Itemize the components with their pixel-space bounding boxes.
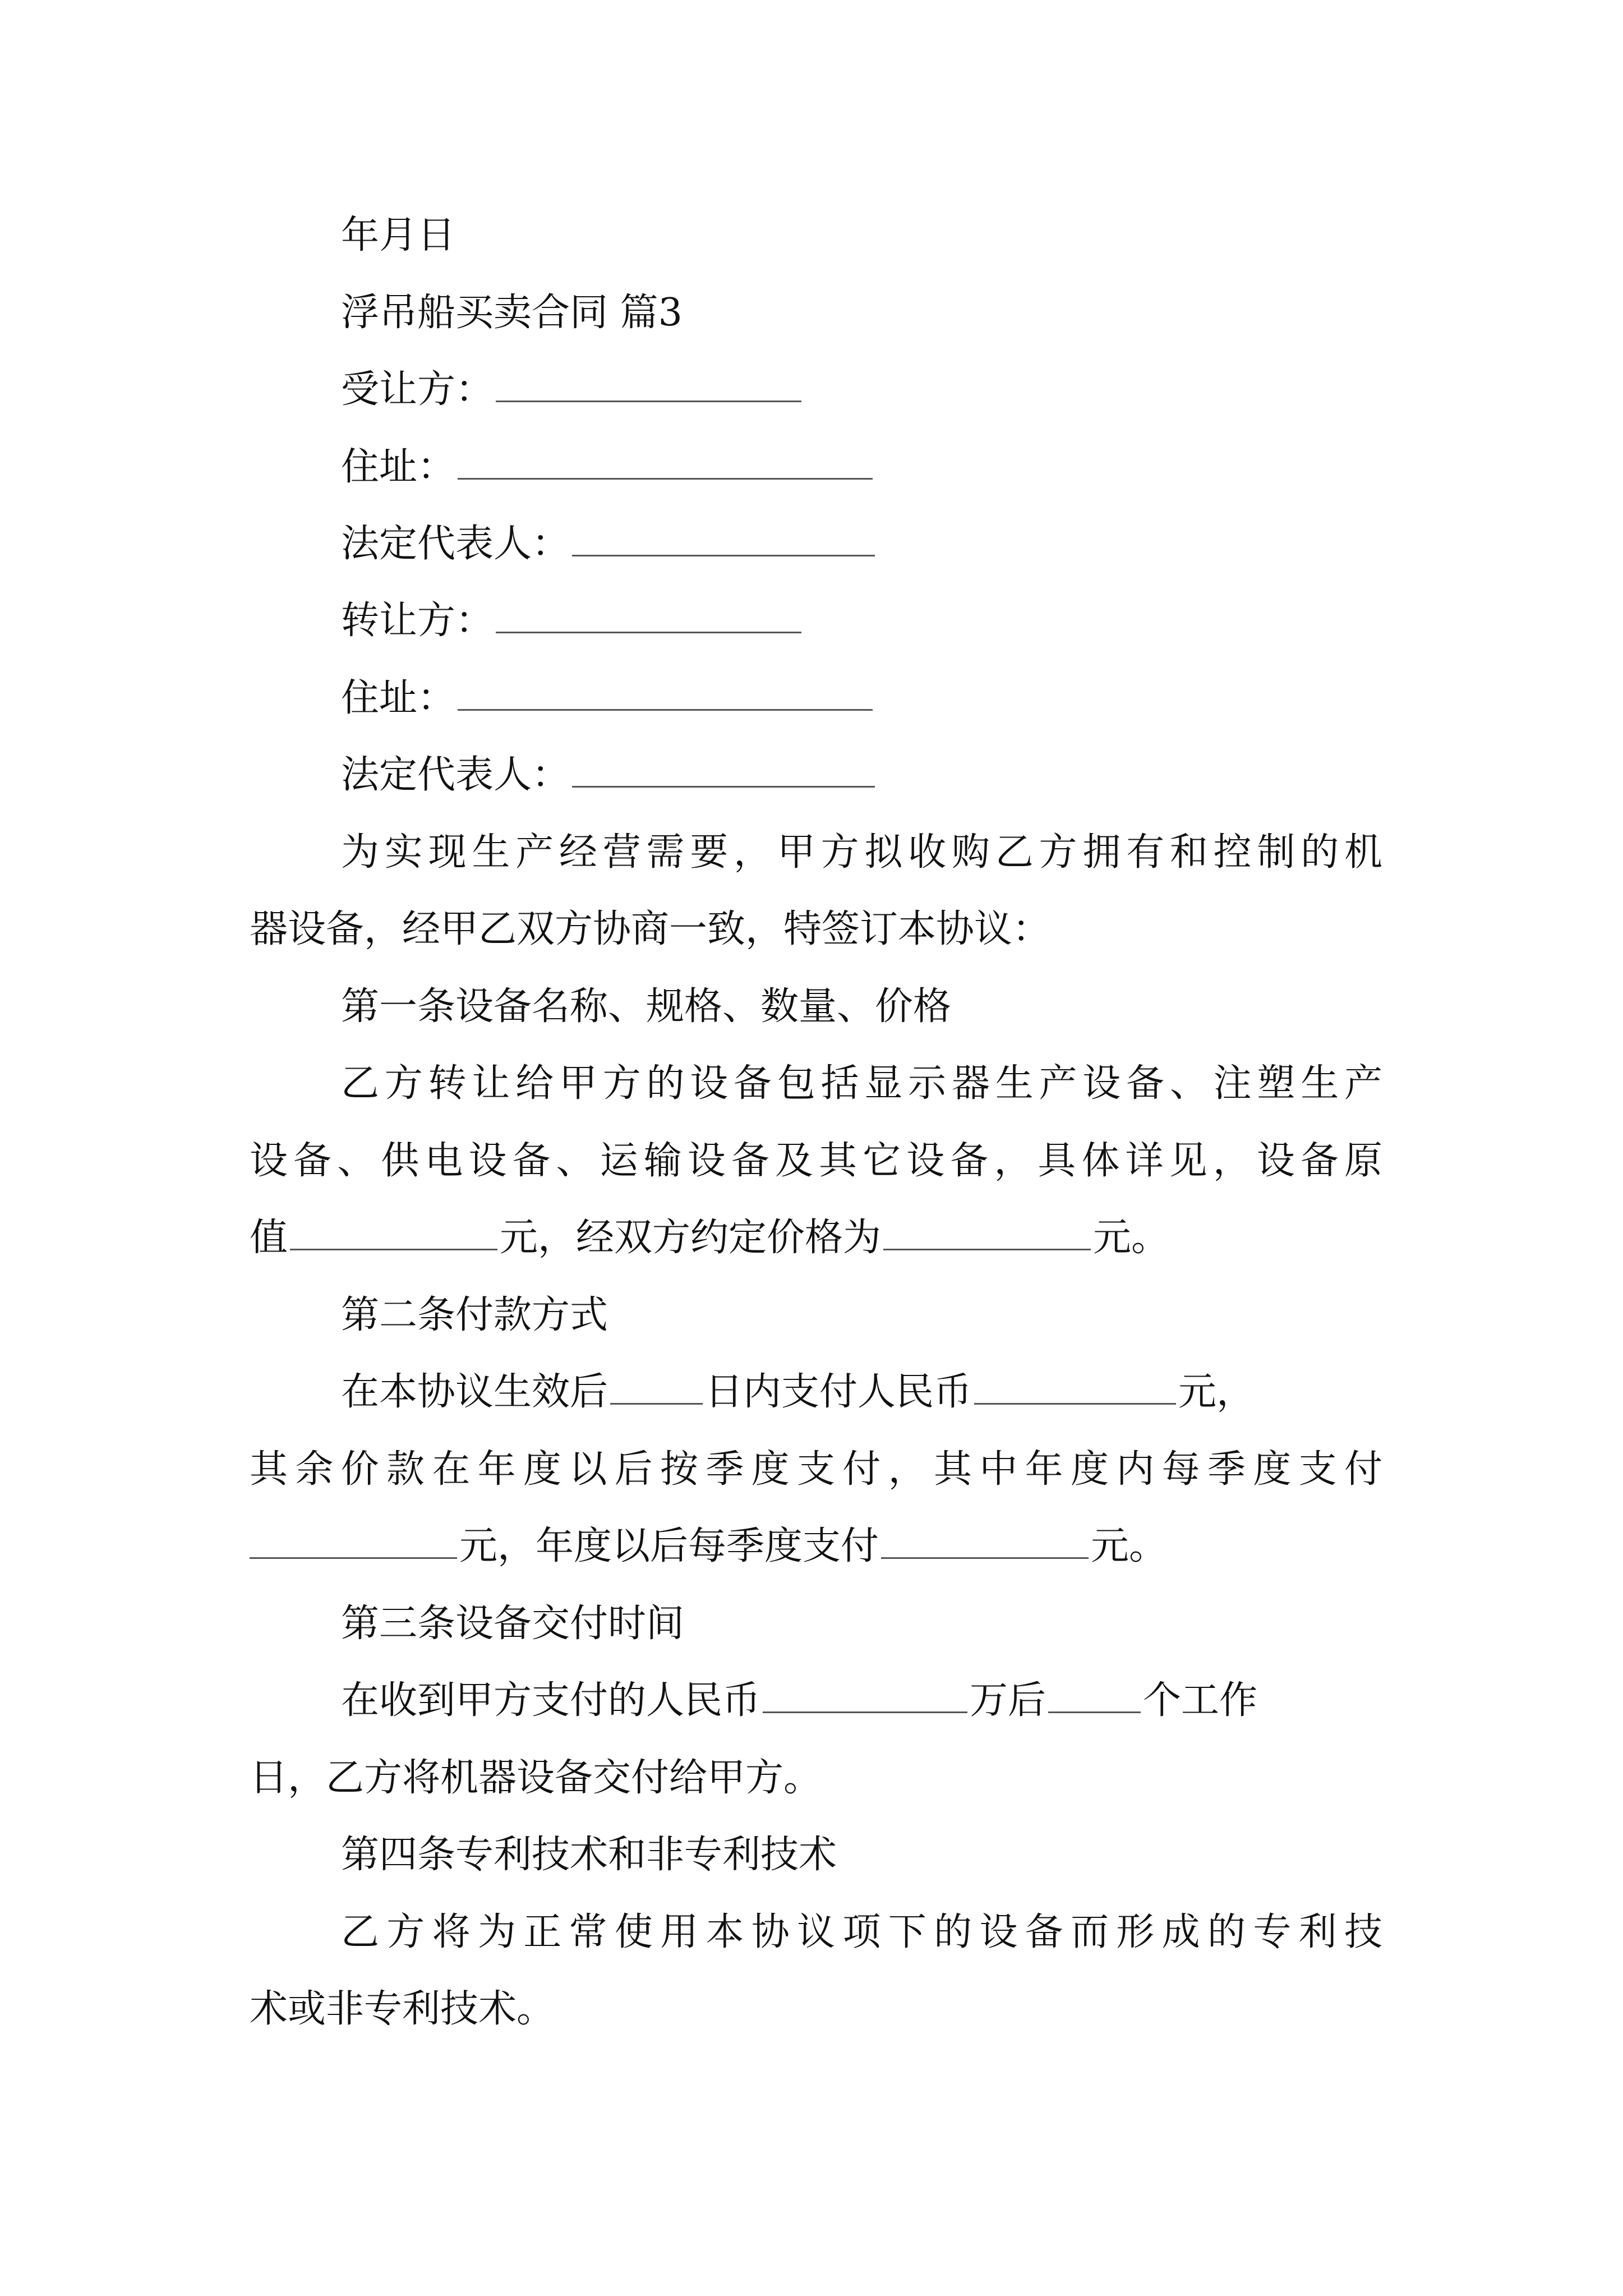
article4-line-1: 乙方将为正常使用本协议项下的设备而形成的专利技 <box>341 1910 1382 1954</box>
assignee-rep-blank <box>572 522 875 556</box>
assignee-row <box>341 367 804 412</box>
article3-line-2: 日，乙方将机器设备交付给甲方。 <box>250 1756 822 1800</box>
preamble-line-2: 器设备，经甲乙双方协商一致，特签订本协议： <box>250 907 1051 951</box>
assignor-rep-label: 法定代表人： <box>341 753 570 797</box>
article3-line1-text-a: 在收到甲方支付的人民币 <box>341 1678 761 1723</box>
assignor-rep-blank <box>572 753 875 788</box>
first-payment-blank <box>974 1370 1176 1405</box>
quarterly-payment-blank-2 <box>881 1525 1089 1559</box>
article2-line1-text-c: 元， <box>1178 1370 1255 1414</box>
article4-heading: 第四条专利技术和非专利技术 <box>341 1833 837 1877</box>
article4-line-2: 术或非专利技术。 <box>250 1987 555 2031</box>
assignee-rep-label: 法定代表人： <box>341 522 570 566</box>
working-days-blank <box>1048 1679 1141 1713</box>
quarterly-payment-blank-1 <box>250 1525 457 1559</box>
assignee-address-blank <box>458 445 873 480</box>
agreed-price-blank <box>883 1216 1091 1250</box>
date-line: 年月日 <box>341 213 456 257</box>
article1-line-3 <box>250 1216 1382 1260</box>
assignor-address-row <box>341 676 875 721</box>
article3-line1-text-b: 万后 <box>970 1678 1046 1723</box>
assignor-label: 转让方： <box>341 599 494 643</box>
article1-line-2: 设备、供电设备、运输设备及其它设备，具体详见，设备原 <box>250 1139 1382 1183</box>
article1-line3-text-c: 元。 <box>1093 1216 1170 1260</box>
article2-line1-text-b: 日内支付人民币 <box>705 1370 972 1414</box>
article3-line-1 <box>341 1678 1257 1723</box>
article1-line-1: 乙方转让给甲方的设备包括显示器生产设备、注塑生产 <box>341 1061 1382 1106</box>
contract-title: 浮吊船买卖合同 篇3 <box>341 291 683 335</box>
assignee-blank <box>496 368 801 402</box>
article2-line-2: 其余价款在年度以后按季度支付，其中年度内每季度支付 <box>250 1447 1382 1492</box>
assignor-blank <box>496 599 801 633</box>
assignor-address-label: 住址： <box>341 676 456 720</box>
rmb-amount-blank <box>763 1679 967 1713</box>
assignor-rep-row <box>341 753 877 798</box>
assignor-row <box>341 599 804 643</box>
article2-line-1 <box>341 1370 1255 1415</box>
article2-line-3 <box>250 1524 1382 1569</box>
article1-heading: 第一条设备名称、规格、数量、价格 <box>341 984 952 1029</box>
assignee-label: 受让方： <box>341 367 494 412</box>
assignor-address-blank <box>458 677 873 711</box>
original-value-blank <box>290 1216 497 1250</box>
assignee-address-row <box>341 445 875 490</box>
payment-days-blank <box>610 1370 703 1405</box>
article2-line3-text-b: 元。 <box>1091 1524 1168 1568</box>
article1-line3-text-b: 元，经双方约定价格为 <box>500 1216 882 1260</box>
article2-heading: 第二条付款方式 <box>341 1293 608 1337</box>
article2-line3-text-a: 元，年度以后每季度支付 <box>459 1524 879 1568</box>
article3-heading: 第三条设备交付时间 <box>341 1602 685 1646</box>
article1-line3-text-a: 值 <box>250 1216 288 1260</box>
article3-line1-text-c: 个工作 <box>1143 1678 1258 1723</box>
assignee-address-label: 住址： <box>341 445 456 489</box>
preamble-line-1: 为实现生产经营需要，甲方拟收购乙方拥有和控制的机 <box>341 830 1382 875</box>
article2-line1-text-a: 在本协议生效后 <box>341 1370 608 1414</box>
assignee-rep-row <box>341 522 877 567</box>
